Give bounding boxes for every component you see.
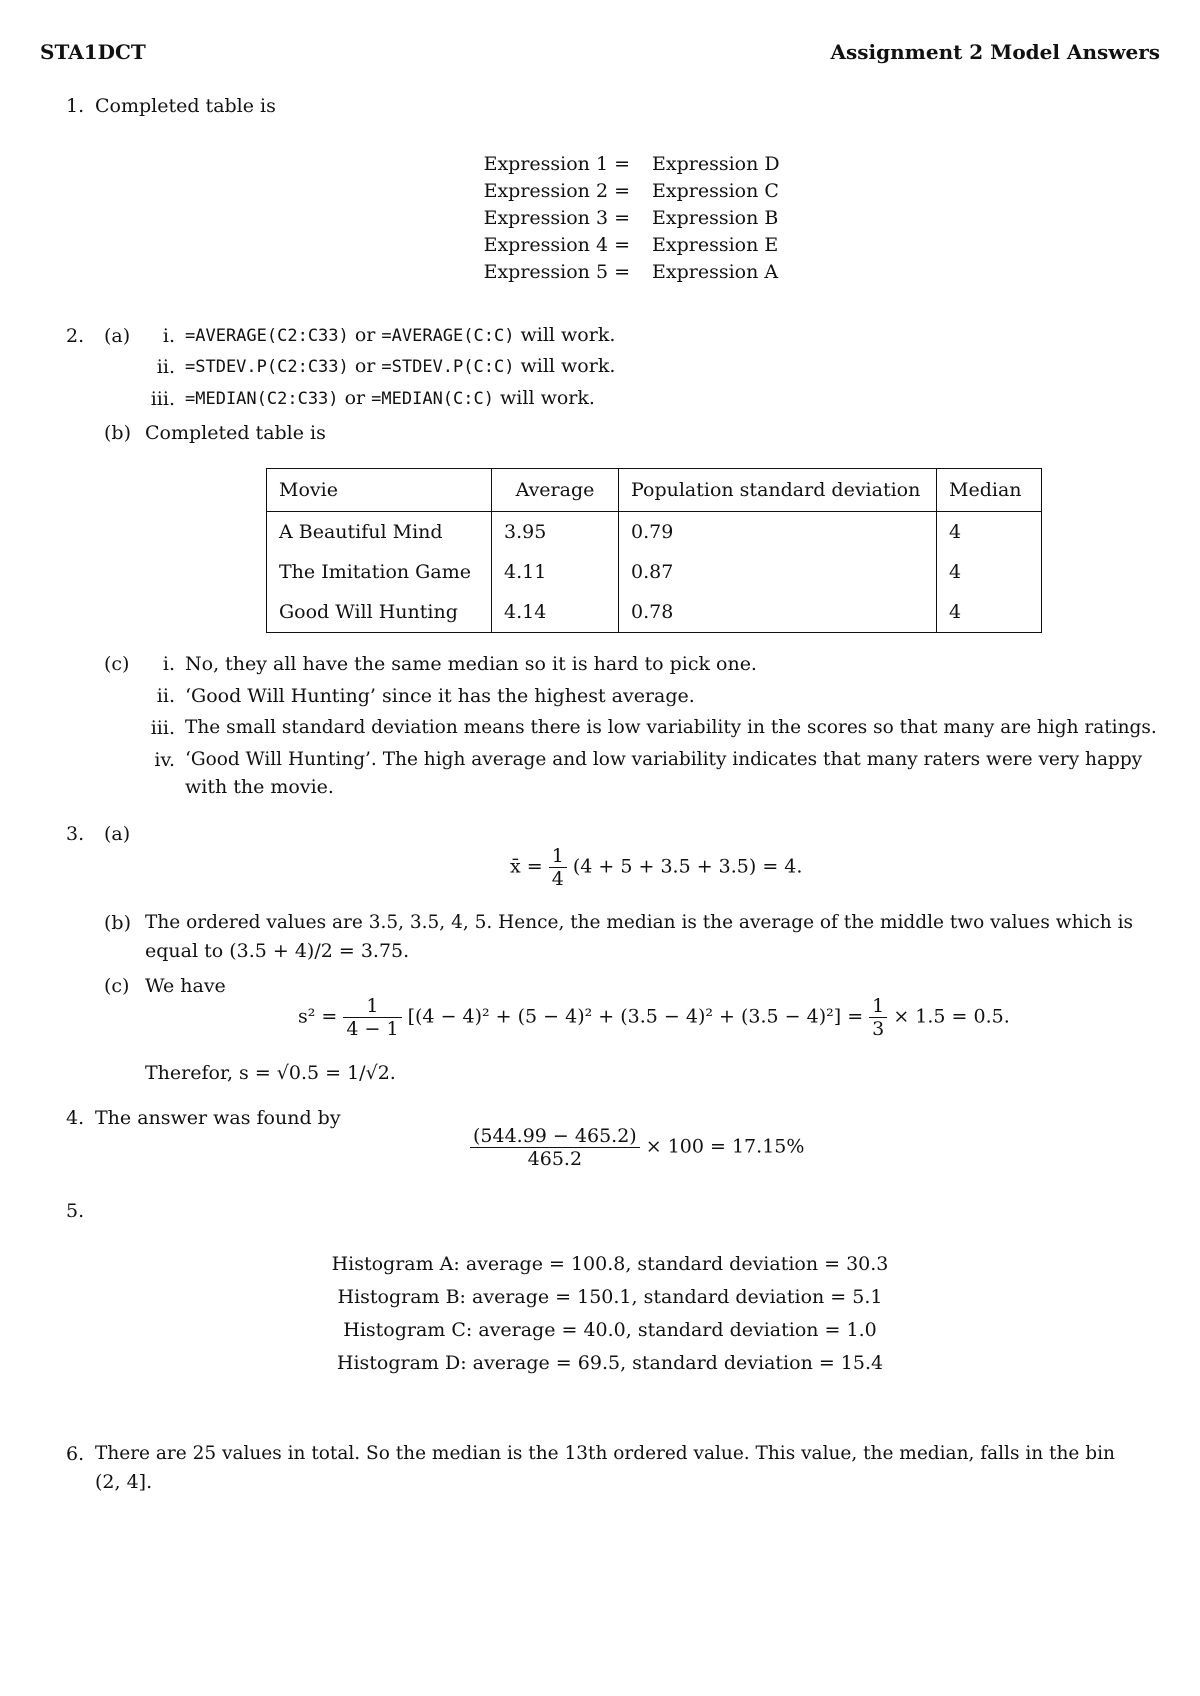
- q3c-intro: We have: [145, 975, 226, 997]
- q4-number: 4.: [66, 1107, 85, 1129]
- q2c-item-text: The small standard deviation means there is low variability in the scores so that many are high ratings.: [185, 717, 1157, 738]
- formula-connector: or: [354, 355, 376, 377]
- q2a-item: [185, 387, 595, 409]
- table-row: [267, 592, 1042, 633]
- q4-intro: The answer was found by: [95, 1107, 341, 1129]
- fraction-numerator: 1: [343, 995, 401, 1018]
- formula-connector: or: [344, 387, 366, 409]
- q2c-label: (c): [104, 653, 130, 675]
- q1-row-left: Expression 2 =: [483, 180, 630, 202]
- movie-ratings-table: [266, 468, 1042, 633]
- equation-rhs: (4 + 5 + 3.5 + 3.5) = 4.: [572, 855, 803, 878]
- q1-row-right: Expression D: [652, 153, 780, 175]
- column-header: Average: [492, 469, 619, 512]
- q2c-item-text: No, they all have the same median so it is hard to pick one.: [185, 653, 757, 675]
- q3c-therefore: Therefor, s = √0.5 = 1/√2.: [145, 1062, 396, 1084]
- table-row: [267, 552, 1042, 592]
- formula-code: =STDEV.P(C2:C33): [185, 357, 349, 377]
- table-cell: 4.11: [492, 552, 619, 592]
- q3b-text-continued: equal to (3.5 + 4)/2 = 3.75.: [145, 940, 410, 962]
- formula-tail: will work.: [520, 355, 616, 377]
- q2a-item-label: iii.: [150, 388, 175, 410]
- fraction: [343, 995, 401, 1040]
- table-cell: The Imitation Game: [267, 552, 492, 592]
- q2c-item-text: ‘Good Will Hunting’. The high average and low variability indicates that many raters were very happy: [185, 749, 1143, 770]
- q2c-item-label: i.: [162, 653, 175, 675]
- table-cell: 0.78: [619, 592, 937, 633]
- q1-row-left: Expression 1 =: [483, 153, 630, 175]
- q1-row-right: Expression C: [652, 180, 779, 202]
- table-cell: 3.95: [492, 512, 619, 553]
- q6-text: There are 25 values in total. So the median is the 13th ordered value. This value, the median, falls in the bin: [95, 1443, 1115, 1464]
- column-header: Median: [937, 469, 1042, 512]
- q2a-item: [185, 355, 615, 377]
- q2a-item: [185, 324, 615, 346]
- fraction-numerator: 1: [869, 995, 887, 1018]
- q3-number: 3.: [66, 823, 85, 845]
- equation-lhs: s² =: [298, 1005, 338, 1028]
- equation-rhs: × 100 = 17.15%: [645, 1135, 805, 1158]
- formula-code: =MEDIAN(C2:C33): [185, 389, 339, 409]
- table-cell: A Beautiful Mind: [267, 512, 492, 553]
- q6-number: 6.: [66, 1443, 85, 1465]
- formula-code: =AVERAGE(C:C): [381, 326, 515, 346]
- q2c-item-label: iv.: [154, 749, 175, 771]
- q1-row-right: Expression E: [652, 234, 779, 256]
- q1-row-left: Expression 5 =: [483, 261, 630, 283]
- fraction-denominator: 3: [872, 1018, 885, 1040]
- fraction-denominator: 4 − 1: [346, 1018, 399, 1040]
- column-header: Movie: [267, 469, 492, 512]
- q3c-label: (c): [104, 975, 130, 997]
- q6-text-continued: (2, 4].: [95, 1471, 153, 1493]
- q2c-item-label: ii.: [156, 685, 175, 707]
- histogram-row: Histogram C: average = 40.0, standard deviation = 1.0: [343, 1319, 877, 1341]
- fraction: [549, 845, 567, 890]
- formula-tail: will work.: [500, 387, 595, 409]
- equation-middle: [(4 − 4)² + (5 − 4)² + (3.5 − 4)² + (3.5 − 4)²] =: [407, 1005, 864, 1028]
- equation-lhs: x̄ =: [510, 855, 543, 878]
- table-cell: 0.87: [619, 552, 937, 592]
- q2c-item-label: iii.: [150, 717, 175, 739]
- formula-tail: will work.: [520, 324, 616, 346]
- fraction-numerator: 1: [549, 845, 567, 868]
- q2c-item-text: ‘Good Will Hunting’ since it has the highest average.: [185, 685, 695, 707]
- q5-number: 5.: [66, 1200, 85, 1222]
- q3c-variance-equation: [298, 995, 1010, 1040]
- equation-rhs: × 1.5 = 0.5.: [893, 1005, 1010, 1028]
- q3a-label: (a): [104, 823, 131, 845]
- fraction-denominator: 465.2: [527, 1148, 583, 1170]
- formula-code: =AVERAGE(C2:C33): [185, 326, 349, 346]
- q3a-mean-equation: [510, 845, 802, 890]
- q1-row-left: Expression 3 =: [483, 207, 630, 229]
- q3b-text: The ordered values are 3.5, 3.5, 4, 5. Hence, the median is the average of the middle two values which is: [145, 912, 1133, 933]
- histogram-row: Histogram B: average = 150.1, standard deviation = 5.1: [337, 1286, 883, 1308]
- q4-percent-change-equation: [470, 1125, 804, 1170]
- formula-connector: or: [354, 324, 376, 346]
- table-cell: 0.79: [619, 512, 937, 553]
- table-cell: 4: [937, 552, 1042, 592]
- q1-row-right: Expression B: [652, 207, 779, 229]
- q1-row-right: Expression A: [652, 261, 779, 283]
- table-header-row: [267, 469, 1042, 512]
- page-title: Assignment 2 Model Answers: [830, 40, 1160, 64]
- fraction: [869, 995, 887, 1040]
- q2a-item-label: ii.: [156, 356, 175, 378]
- table-cell: 4: [937, 592, 1042, 633]
- q1-intro: Completed table is: [95, 95, 276, 117]
- formula-code: =MEDIAN(C:C): [371, 389, 494, 409]
- table-row: [267, 512, 1042, 553]
- formula-code: =STDEV.P(C:C): [381, 357, 515, 377]
- q2a-item-label: i.: [162, 325, 175, 347]
- q1-number: 1.: [66, 95, 85, 117]
- histogram-row: Histogram D: average = 69.5, standard deviation = 15.4: [336, 1352, 884, 1374]
- q2c-item-continuation: with the movie.: [185, 776, 334, 798]
- column-header: Population standard deviation: [619, 469, 937, 512]
- q2b-intro: Completed table is: [145, 422, 326, 444]
- q3b-label: (b): [104, 912, 131, 934]
- q1-row-left: Expression 4 =: [483, 234, 630, 256]
- table-cell: 4: [937, 512, 1042, 553]
- fraction: [470, 1125, 640, 1170]
- q2a-label: (a): [104, 325, 131, 347]
- q2-number: 2.: [66, 325, 85, 347]
- course-code: STA1DCT: [40, 40, 146, 64]
- histogram-row: Histogram A: average = 100.8, standard deviation = 30.3: [331, 1253, 889, 1275]
- fraction-denominator: 4: [551, 868, 564, 890]
- fraction-numerator: (544.99 − 465.2): [470, 1125, 640, 1148]
- q2b-label: (b): [104, 422, 131, 444]
- table-cell: Good Will Hunting: [267, 592, 492, 633]
- table-cell: 4.14: [492, 592, 619, 633]
